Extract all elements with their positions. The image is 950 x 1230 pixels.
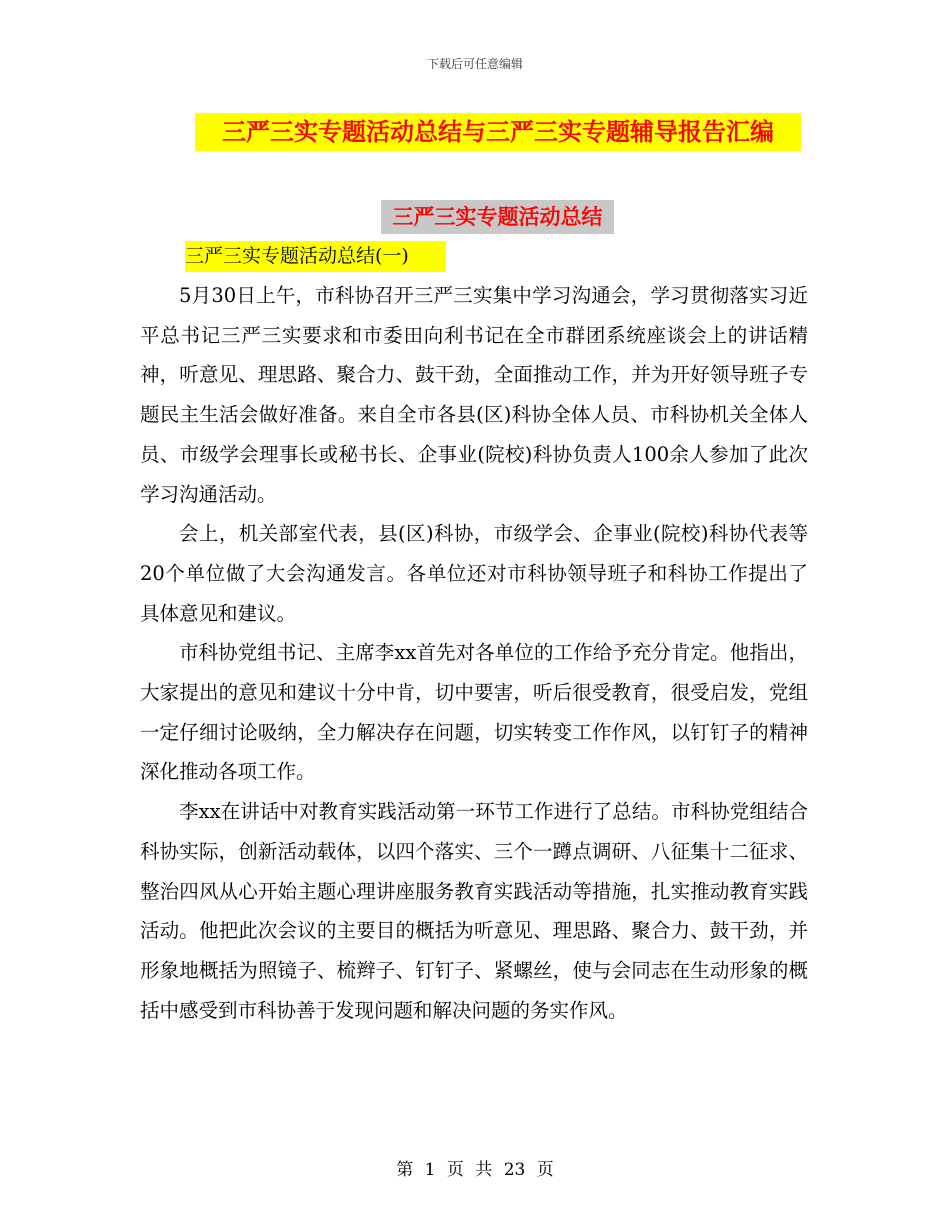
paragraph-2: 会上，机关部室代表，县(区)科协，市级学会、企事业(院校)科协代表等20个单位做了大会沟通发言。各单位还对市科协领导班子和科协工作提出了具体意见和建议。: [140, 522, 808, 625]
sub-title: 三严三实专题活动总结(一): [185, 241, 446, 272]
paragraph-4: 李xx在讲话中对教育实践活动第一环节工作进行了总结。市科协党组结合科协实际，创新活动载体，以四个落实、三个一蹲点调研、八征集十二征求、整治四风从心开始主题心理讲座服务教育实践活动等措施，扎实推动教育实践活动。他把此次会议的主要目的概括为听意见、理思路、聚合力、鼓干劲，并形象地概括为照镜子、梳辫子、钉钉子、紧螺丝，使与会同志在生动形象的概括中感受到市科协善于发现问题和解决问题的务实作风。: [140, 800, 808, 1022]
page-footer: 第 1 页 共 23 页: [396, 1160, 554, 1180]
main-title: 三严三实专题活动总结与三严三实专题辅导报告汇编: [195, 113, 801, 151]
paragraph-3: 市科协党组书记、主席李xx首先对各单位的工作给予充分肯定。他指出，大家提出的意见和建议十分中肯，切中要害，听后很受教育，很受启发，党组一定仔细讨论吸纳，全力解决存在问题，切实转变工作作风，以钉钉子的精神深化推动各项工作。: [140, 641, 808, 784]
section-title: 三严三实专题活动总结: [381, 200, 614, 234]
header-note: 下载后可任意编辑: [426, 57, 523, 71]
paragraph-1: 5月30日上午，市科协召开三严三实集中学习沟通会，学习贯彻落实习近平总书记三严三实要求和市委田向利书记在全市群团系统座谈会上的讲话精神，听意见、理思路、聚合力、鼓干劲，全面推动工作，并为开好领导班子专题民主生活会做好准备。来自全市各县(区)科协全体人员、市科协机关全体人员、市级学会理事长或秘书长、企事业(院校)科协负责人100余人参加了此次学习沟通活动。: [140, 284, 808, 506]
body-text: [140, 276, 808, 1030]
